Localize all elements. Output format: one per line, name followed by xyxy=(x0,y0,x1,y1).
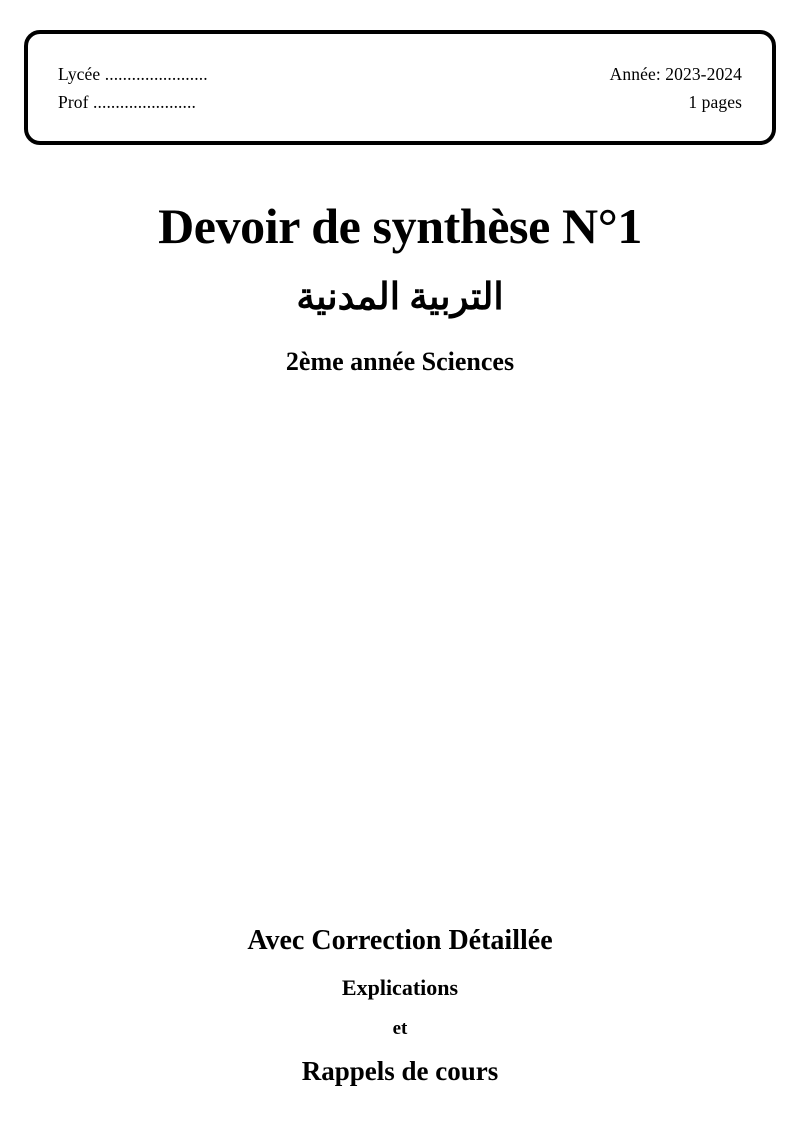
footer-block xyxy=(0,920,800,1092)
page-title: Devoir de synthèse N°1 xyxy=(158,198,642,254)
header-info-box xyxy=(24,30,776,145)
header-row-school-year xyxy=(58,60,742,88)
title-block xyxy=(0,195,800,379)
teacher-label: Prof ....................... xyxy=(58,92,196,112)
header-info-content xyxy=(28,34,772,141)
explanations-note: Explications xyxy=(341,975,459,1000)
header-row-teacher-pages xyxy=(58,88,742,116)
course-reminders-note: Rappels de cours xyxy=(301,1056,499,1086)
correction-note: Avec Correction Détaillée xyxy=(247,925,553,956)
class-level: 2ème année Sciences xyxy=(285,347,515,376)
conjunction-note: et xyxy=(392,1018,408,1039)
pages-label: 1 pages xyxy=(688,92,742,112)
year-label: Année: 2023-2024 xyxy=(609,64,742,84)
subject-title-arabic: التربية المدنية xyxy=(296,277,504,318)
school-label: Lycée ....................... xyxy=(58,64,208,84)
